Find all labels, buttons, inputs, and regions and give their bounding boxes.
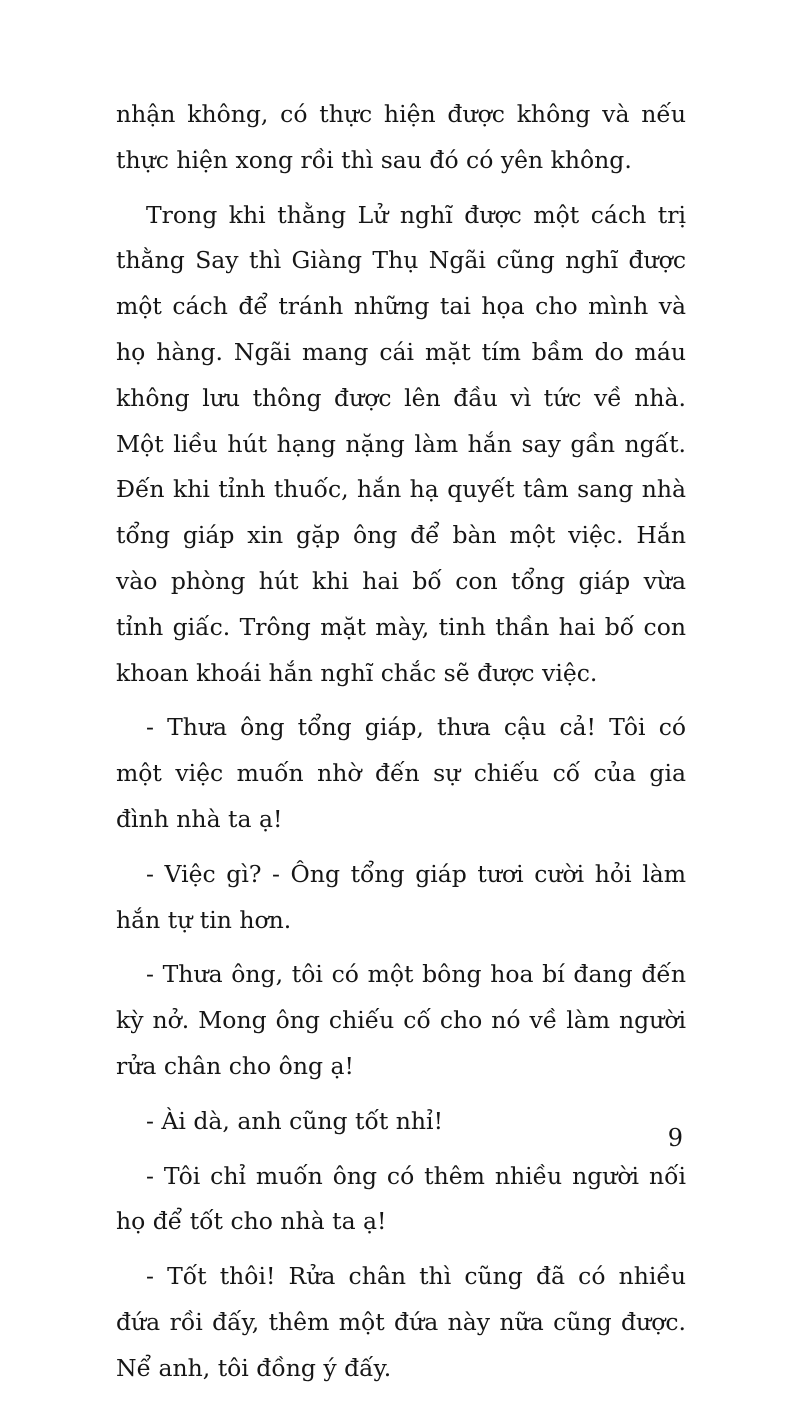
dialogue-line: - Ài dà, anh cũng tốt nhỉ! [146,1106,444,1135]
dialogue-line: - Tốt thôi! Rửa chân thì cũng đã có nhiều đứa rồi đấy, thêm một đứa này nữa cũng được. Nể anh, tôi đồng ý đấy. [116,1262,686,1382]
dialogue-line: - Việc gì? - Ông tổng giáp tươi cười hỏi làm hắn tự tin hơn. [116,859,686,934]
page-number: 9 [667,1124,683,1152]
paragraph-continuation: nhận không, có thực hiện được không và nếu thực hiện xong rồi thì sau đó có yên không. [116,100,686,174]
dialogue-line: - Thưa ông, tôi có một bông hoa bí đang đến kỳ nở. Mong ông chiếu cố cho nó về làm người rửa chân cho ông ạ! [116,960,686,1080]
dialogue-line: - Thưa ông tổng giáp, thưa cậu cả! Tôi có một việc muốn nhờ đến sự chiếu cố của gia đình nhà ta ạ! [116,713,686,833]
dialogue-line: - Tôi chỉ muốn ông có thêm nhiều người nối họ để tốt cho nhà ta ạ! [116,1161,686,1236]
paragraph-narration: Trong khi thằng Lử nghĩ được một cách trị thằng Say thì Giàng Thụ Ngãi cũng nghĩ được một cách để tránh những tai họa cho mình và họ hàng. Ngãi mang cái mặt tím bầm do máu không lưu thông được lên đầu vì tức về nhà. Một liều hút hạng nặng làm hắn say gần ngất. Đến khi tỉnh thuốc, hắn hạ quyết tâm sang nhà tổng giáp xin gặp ông để bàn một việc. Hắn vào phòng hút khi hai bố con tổng giáp vừa tỉnh giấc. Trông mặt mày, tinh thần hai bố con khoan khoái hắn nghĩ chắc sẽ được việc. [116,200,686,687]
body-text [116,92,686,1401]
